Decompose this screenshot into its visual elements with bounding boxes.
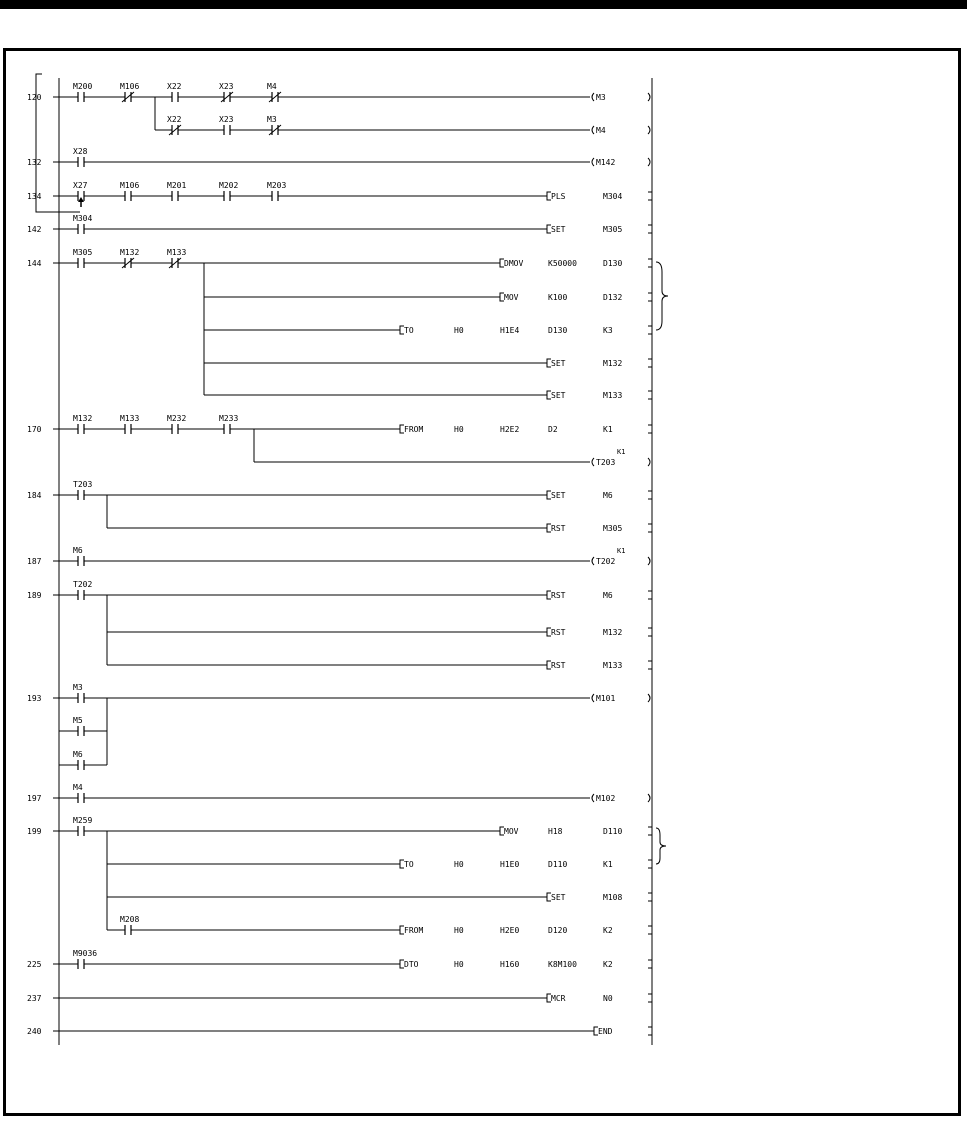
coil-label: T202 <box>596 557 616 566</box>
instruction-set <box>547 359 652 368</box>
contact-m4 <box>73 783 84 803</box>
contact-label: M133 <box>120 414 140 423</box>
contact-m203 <box>267 181 286 201</box>
contact-label: M4 <box>267 82 277 91</box>
instruction-arg: H1E4 <box>500 326 520 335</box>
instruction-pls <box>547 192 652 201</box>
instruction-op: SET <box>551 893 566 902</box>
contact-m200 <box>73 82 92 102</box>
contact-m4 <box>267 82 281 102</box>
contact-m6 <box>73 750 84 770</box>
contact-label: M106 <box>120 181 140 190</box>
instruction-arg: D130 <box>603 259 623 268</box>
contact-label: T202 <box>73 580 93 589</box>
instruction-to <box>400 326 652 335</box>
contact-label: M6 <box>73 750 83 759</box>
contact-t202 <box>73 580 92 600</box>
contact-label: X28 <box>73 147 88 156</box>
instruction-arg: H160 <box>500 960 520 969</box>
bracket-right <box>648 293 652 301</box>
bracket-right <box>648 827 652 835</box>
bracket-right <box>648 425 652 433</box>
instruction-arg: H0 <box>454 926 464 935</box>
bracket-right <box>648 1027 652 1035</box>
bracket-right <box>648 491 652 499</box>
step-number: 189 <box>27 591 42 600</box>
contact-m106 <box>120 181 139 201</box>
right-brace-upper <box>656 262 668 330</box>
instruction-arg: M6 <box>603 591 613 600</box>
instruction-op: SET <box>551 225 566 234</box>
instruction-arg: H2E0 <box>500 926 520 935</box>
instruction-set <box>547 391 652 400</box>
instruction-set <box>547 893 652 902</box>
instruction-op: MOV <box>504 293 519 302</box>
instruction-arg: D110 <box>548 860 568 869</box>
instruction-arg: D120 <box>548 926 568 935</box>
coil-paren-left <box>592 458 594 466</box>
instruction-arg: H0 <box>454 960 464 969</box>
instruction-op: PLS <box>551 192 566 201</box>
instruction-arg: M133 <box>603 661 623 670</box>
coil-label: M102 <box>596 794 616 803</box>
bracket-right <box>648 192 652 200</box>
instruction-arg: M108 <box>603 893 623 902</box>
contact-m232 <box>167 414 186 434</box>
instruction-arg: K2 <box>603 960 613 969</box>
instruction-op: RST <box>551 524 566 533</box>
instruction-arg: K1 <box>603 425 613 434</box>
contact-label: M106 <box>120 82 140 91</box>
instruction-mov <box>500 827 652 836</box>
coil-label: M4 <box>596 126 606 135</box>
coil-label: M101 <box>596 694 616 703</box>
contact-label: X23 <box>219 115 234 124</box>
step-number: 187 <box>27 557 42 566</box>
instruction-arg: K100 <box>548 293 568 302</box>
coil-m4 <box>592 126 650 135</box>
instruction-op: TO <box>404 860 414 869</box>
timer-coil <box>592 557 650 566</box>
instruction-op: RST <box>551 591 566 600</box>
bracket-right <box>648 994 652 1002</box>
contact-label: M6 <box>73 546 83 555</box>
bracket-right <box>648 926 652 934</box>
instruction-op: SET <box>551 391 566 400</box>
instruction-rst <box>547 524 652 533</box>
step-number: 134 <box>27 192 42 201</box>
contact-label: M305 <box>73 248 93 257</box>
timer-setting: K1 <box>617 547 626 555</box>
contact-label: M3 <box>267 115 277 124</box>
timer-setting: K1 <box>617 448 626 456</box>
instruction-arg: H0 <box>454 326 464 335</box>
instruction-op: FROM <box>404 425 424 434</box>
contact-x22 <box>167 115 182 135</box>
contact-x23 <box>219 82 234 102</box>
step-number: 237 <box>27 994 42 1003</box>
instruction-arg: M305 <box>603 524 623 533</box>
coil-paren-right <box>648 126 650 134</box>
contact-m201 <box>167 181 186 201</box>
instruction-arg: D2 <box>548 425 558 434</box>
step-number: 120 <box>27 93 42 102</box>
instruction-set <box>547 225 652 234</box>
contact-m106 <box>120 82 139 102</box>
instruction-mcr <box>547 994 652 1003</box>
contact-m133 <box>120 414 139 434</box>
instruction-arg: M132 <box>603 628 623 637</box>
step-number: 144 <box>27 259 42 268</box>
instruction-from <box>400 926 652 935</box>
contact-m133 <box>167 248 186 268</box>
contact-m305 <box>73 248 92 268</box>
contact-label: X23 <box>219 82 234 91</box>
contact-x23 <box>219 115 234 135</box>
instruction-op: TO <box>404 326 414 335</box>
timer-coil <box>592 458 650 467</box>
instruction-op: RST <box>551 628 566 637</box>
contact-x28 <box>73 147 88 167</box>
instruction-rst <box>547 661 652 670</box>
contact-label: M5 <box>73 716 83 725</box>
instruction-arg: M133 <box>603 391 623 400</box>
instruction-arg: M305 <box>603 225 623 234</box>
instruction-op: MCR <box>551 994 566 1003</box>
instruction-mov <box>500 293 652 302</box>
contact-label: M132 <box>73 414 93 423</box>
contact-label: M201 <box>167 181 187 190</box>
contact-label: M3 <box>73 683 83 692</box>
contact-x22 <box>167 82 182 102</box>
contact-label: X27 <box>73 181 88 190</box>
contact-label: M202 <box>219 181 239 190</box>
step-number: 170 <box>27 425 42 434</box>
rising-edge-arrow <box>78 197 84 202</box>
instruction-arg: K50000 <box>548 259 577 268</box>
coil-m142 <box>592 158 650 167</box>
coil-paren-right <box>648 458 650 466</box>
contact-m132 <box>120 248 139 268</box>
instruction-rst <box>547 628 652 637</box>
instruction-op: FROM <box>404 926 424 935</box>
bracket-right <box>648 591 652 599</box>
bracket-right <box>648 326 652 334</box>
instruction-op: RST <box>551 661 566 670</box>
contact-label: M233 <box>219 414 239 423</box>
instruction-dmov <box>500 259 652 268</box>
instruction-op: SET <box>551 491 566 500</box>
contact-m233 <box>219 414 238 434</box>
instruction-rst <box>547 591 652 600</box>
instruction-end <box>594 1027 652 1036</box>
contact-m9036 <box>73 949 97 969</box>
contact-label: M232 <box>167 414 187 423</box>
contact-label: X22 <box>167 82 182 91</box>
instruction-op: SET <box>551 359 566 368</box>
bracket-right <box>648 524 652 532</box>
coil-paren-left <box>592 694 594 702</box>
instruction-arg: H1E0 <box>500 860 520 869</box>
master-control-bracket <box>36 74 80 212</box>
instruction-arg: H0 <box>454 860 464 869</box>
step-number: 240 <box>27 1027 42 1036</box>
bracket-right <box>648 661 652 669</box>
coil-paren-right <box>648 158 650 166</box>
contact-label: M133 <box>167 248 187 257</box>
instruction-arg: N0 <box>603 994 613 1003</box>
coil-label: T203 <box>596 458 616 467</box>
contact-label: M208 <box>120 915 140 924</box>
instruction-arg: H0 <box>454 425 464 434</box>
instruction-arg: M132 <box>603 359 623 368</box>
instruction-arg: K8M100 <box>548 960 577 969</box>
step-number: 199 <box>27 827 42 836</box>
instruction-set <box>547 491 652 500</box>
step-number: 225 <box>27 960 42 969</box>
instruction-arg: H2E2 <box>500 425 520 434</box>
contact-label: M132 <box>120 248 140 257</box>
coil-m3 <box>592 93 650 102</box>
coil-paren-right <box>648 694 650 702</box>
coil-paren-left <box>592 93 594 101</box>
coil-paren-left <box>592 126 594 134</box>
coil-paren-right <box>648 794 650 802</box>
instruction-to <box>400 860 652 869</box>
contact-m132 <box>73 414 92 434</box>
coil-label: M142 <box>596 158 616 167</box>
coil-paren-right <box>648 557 650 565</box>
contact-m5 <box>73 716 84 736</box>
coil-paren-left <box>592 794 594 802</box>
instruction-arg: D132 <box>603 293 623 302</box>
contact-m3 <box>73 683 84 703</box>
bracket-right <box>648 359 652 367</box>
bracket-right <box>648 893 652 901</box>
contact-m3 <box>267 115 281 135</box>
bracket-right <box>648 628 652 636</box>
step-number: 184 <box>27 491 42 500</box>
instruction-arg: M6 <box>603 491 613 500</box>
bracket-right <box>648 391 652 399</box>
instruction-arg: K3 <box>603 326 613 335</box>
contact-label: T203 <box>73 480 93 489</box>
instruction-arg: H18 <box>548 827 563 836</box>
instruction-arg: D110 <box>603 827 623 836</box>
instruction-op: DTO <box>404 960 419 969</box>
contact-label: M304 <box>73 214 93 223</box>
bracket-right <box>648 259 652 267</box>
coil-paren-left <box>592 557 594 565</box>
instruction-arg: K1 <box>603 860 613 869</box>
coil-m101 <box>592 694 650 703</box>
contact-label: M203 <box>267 181 287 190</box>
right-brace-lower <box>656 828 666 864</box>
instruction-op: DMOV <box>504 259 524 268</box>
contact-label: M200 <box>73 82 93 91</box>
contact-t203 <box>73 480 92 500</box>
contact-x27 <box>73 181 88 207</box>
instruction-op: END <box>598 1027 613 1036</box>
contact-m6 <box>73 546 84 566</box>
instruction-arg: M304 <box>603 192 623 201</box>
contact-m202 <box>219 181 238 201</box>
coil-paren-right <box>648 93 650 101</box>
rung-group <box>27 82 652 1036</box>
instruction-arg: D130 <box>548 326 568 335</box>
instruction-op: MOV <box>504 827 519 836</box>
bracket-right <box>648 860 652 868</box>
contact-label: X22 <box>167 115 182 124</box>
contact-m304 <box>73 214 92 234</box>
coil-m102 <box>592 794 650 803</box>
bracket-right <box>648 960 652 968</box>
coil-label: M3 <box>596 93 606 102</box>
instruction-dto <box>400 960 652 969</box>
contact-m208 <box>120 915 139 935</box>
instruction-from <box>400 425 652 434</box>
step-number: 132 <box>27 158 42 167</box>
contact-label: M4 <box>73 783 83 792</box>
contact-m259 <box>73 816 92 836</box>
step-number: 197 <box>27 794 42 803</box>
coil-paren-left <box>592 158 594 166</box>
bracket-right <box>648 225 652 233</box>
contact-label: M9036 <box>73 949 98 958</box>
instruction-arg: K2 <box>603 926 613 935</box>
contact-label: M259 <box>73 816 93 825</box>
step-number: 193 <box>27 694 42 703</box>
step-number: 142 <box>27 225 42 234</box>
